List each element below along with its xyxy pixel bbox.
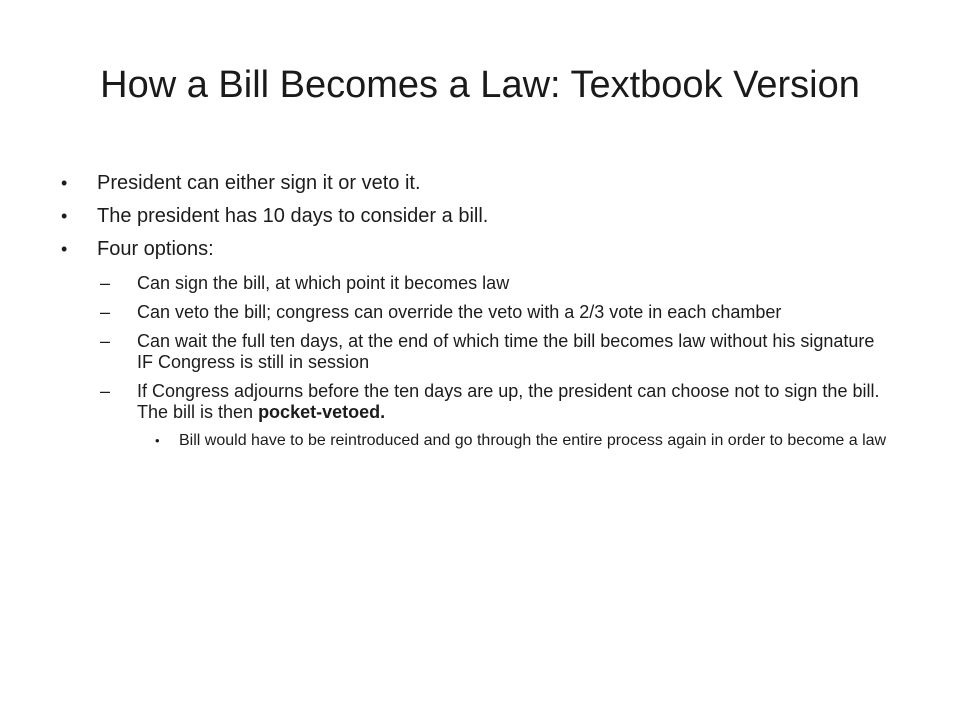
option-text: Can sign the bill, at which point it becomes law — [137, 273, 510, 293]
option-item — [100, 273, 890, 294]
bullet-icon: • — [61, 173, 68, 193]
option-text: Can wait the full ten days, at the end of which time the bill becomes law without his signature IF Congress is still in session — [137, 331, 875, 372]
dash-icon: – — [100, 381, 111, 401]
dash-icon: – — [100, 273, 111, 293]
bullet-text: Four options: — [97, 238, 214, 260]
option-emphasis: pocket-vetoed. — [258, 402, 386, 422]
option-item — [100, 381, 890, 423]
bullet-text: President can either sign it or veto it. — [97, 172, 421, 194]
option-text: If Congress adjourns before the ten days are up, the president can choose not to sign the bill. The bill is then — [137, 381, 880, 422]
slide-title: How a Bill Becomes a Law: Textbook Version — [100, 64, 860, 106]
bullet-text: The president has 10 days to consider a bill. — [97, 205, 489, 227]
sub-bullet-text: Bill would have to be reintroduced and go through the entire process again in order to become a law — [179, 432, 887, 449]
slide-body — [60, 170, 890, 456]
sub-bullet-icon: • — [155, 433, 160, 448]
bullet-item — [60, 170, 890, 197]
dash-icon: – — [100, 302, 111, 322]
bullet-icon: • — [61, 239, 68, 259]
option-item — [100, 331, 890, 373]
dash-icon: – — [100, 331, 111, 351]
bullet-item — [60, 203, 890, 230]
bullet-icon: • — [61, 206, 68, 226]
sub-bullet-item — [155, 431, 890, 450]
option-text: Can veto the bill; congress can override the veto with a 2/3 vote in each chamber — [137, 302, 782, 322]
bullet-item — [60, 236, 890, 263]
option-item — [100, 302, 890, 323]
